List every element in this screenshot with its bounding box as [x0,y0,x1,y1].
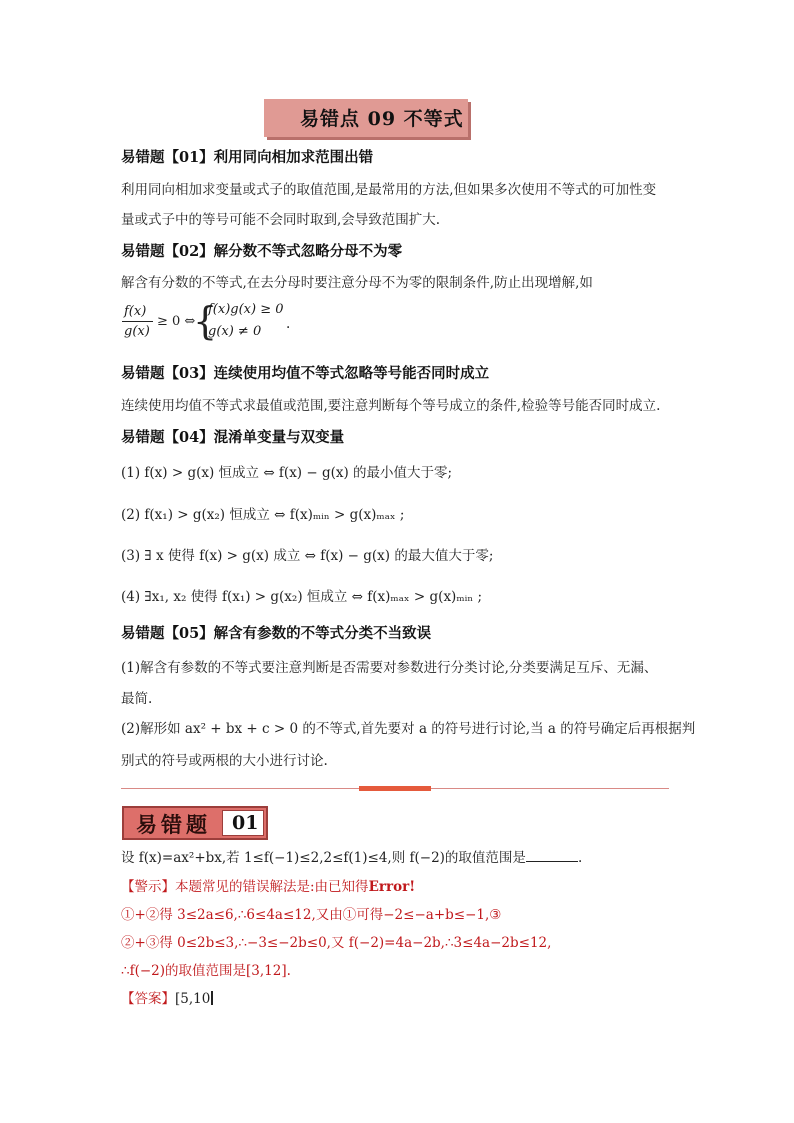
item-05-line-2: 最简. [121,691,153,707]
item-04-line-2: (2) f(x₁) > g(x₂) 恒成立 ⇔ f(x)ₘᵢₙ > g(x)ₘₐₓ ; [121,507,405,523]
item-04-line-4: (4) ∃x₁, x₂ 使得 f(x₁) > g(x₂) 恒成立 ⇔ f(x)ₘₐₓ > g(x)ₘᵢₙ ; [121,589,482,605]
answer-bracket [211,991,213,1005]
formula-end: . [286,316,291,332]
item-03-heading: 易错题【03】连续使用均值不等式忽略等号能否同时成立 [121,365,490,382]
formula-case-1: f(x)g(x) ≥ 0 [208,302,284,317]
item-02-heading: 易错题【02】解分数不等式忽略分母不为零 [121,243,403,260]
fraction-bar [122,321,153,322]
warning-text: 本题常见的错误解法是:由已知得 [175,879,369,895]
item-01-heading: 易错题【01】利用同向相加求范围出错 [121,149,374,166]
problem-question-text: 设 f(x)=ax²+bx,若 1≤f(−1)≤2,2≤f(1)≤4,则 f(−2)的取值范围是 [121,850,526,866]
item-05-line-3: (2)解形如 ax² + bx + c > 0 的不等式,首先要对 a 的符号进行讨论,当 a 的符号确定后再根据判 [121,721,696,737]
item-02-line-1: 解含有分数的不等式,在去分母时要注意分母不为零的限制条件,防止出现增解,如 [121,275,593,291]
answer-tag: 【答案】 [121,991,175,1007]
solution-step-2: ②+③得 0≤2b≤3,∴−3≤−2b≤0,又 f(−2)=4a−2b,∴3≤4a−2b≤12, [121,935,552,951]
item-01-line-2: 量或式子中的等号可能不会同时取到,会导致范围扩大. [121,212,441,228]
solution-step-3: ∴f(−2)的取值范围是[3,12]. [121,963,291,979]
formula-equivalence: ≥ 0 ⇔ [157,314,196,329]
brace-symbol: { [193,299,218,343]
answer-value: [5,10 [175,991,211,1007]
item-01-line-1: 利用同向相加求变量或式子的取值范围,是最常用的方法,但如果多次使用不等式的可加性变 [121,182,657,198]
warning-line [121,875,415,895]
solution-step-1: ①+②得 3≤2a≤6,∴6≤4a≤12,又由①可得−2≤−a+b≤−1,③ [121,907,502,923]
formula-case-2: g(x) ≠ 0 [208,324,262,339]
fraction-denominator: g(x) [124,324,150,339]
problem-question-end: . [577,850,583,866]
page-title: 易错点 09 不等式 [300,108,464,130]
warning-error: Error! [368,879,416,895]
answer-blank [526,849,578,862]
problem-number: 01 [232,812,259,834]
problem-question [121,846,582,866]
item-05-line-1: (1)解含有参数的不等式要注意判断是否需要对参数进行分类讨论,分类要满足互斥、无漏、 [121,660,658,676]
item-05-heading: 易错题【05】解含有参数的不等式分类不当致误 [121,625,432,642]
item-04-line-3: (3) ∃ x 使得 f(x) > g(x) 成立 ⇔ f(x) − g(x) 的最大值大于零; [121,548,494,564]
item-03-line-1: 连续使用均值不等式求最值或范围,要注意判断每个等号成立的条件,检验等号能否同时成立. [121,398,661,414]
answer-line [121,987,213,1007]
divider-accent [359,786,431,791]
item-05-line-4: 别式的符号或两根的大小进行讨论. [121,753,328,769]
item-04-line-1: (1) f(x) > g(x) 恒成立 ⇔ f(x) − g(x) 的最小值大于零; [121,465,453,481]
fraction-numerator: f(x) [124,304,147,319]
item-04-heading: 易错题【04】混淆单变量与双变量 [121,429,345,446]
warning-tag: 【警示】 [121,879,175,895]
problem-label-text: 易错题 [136,812,211,837]
